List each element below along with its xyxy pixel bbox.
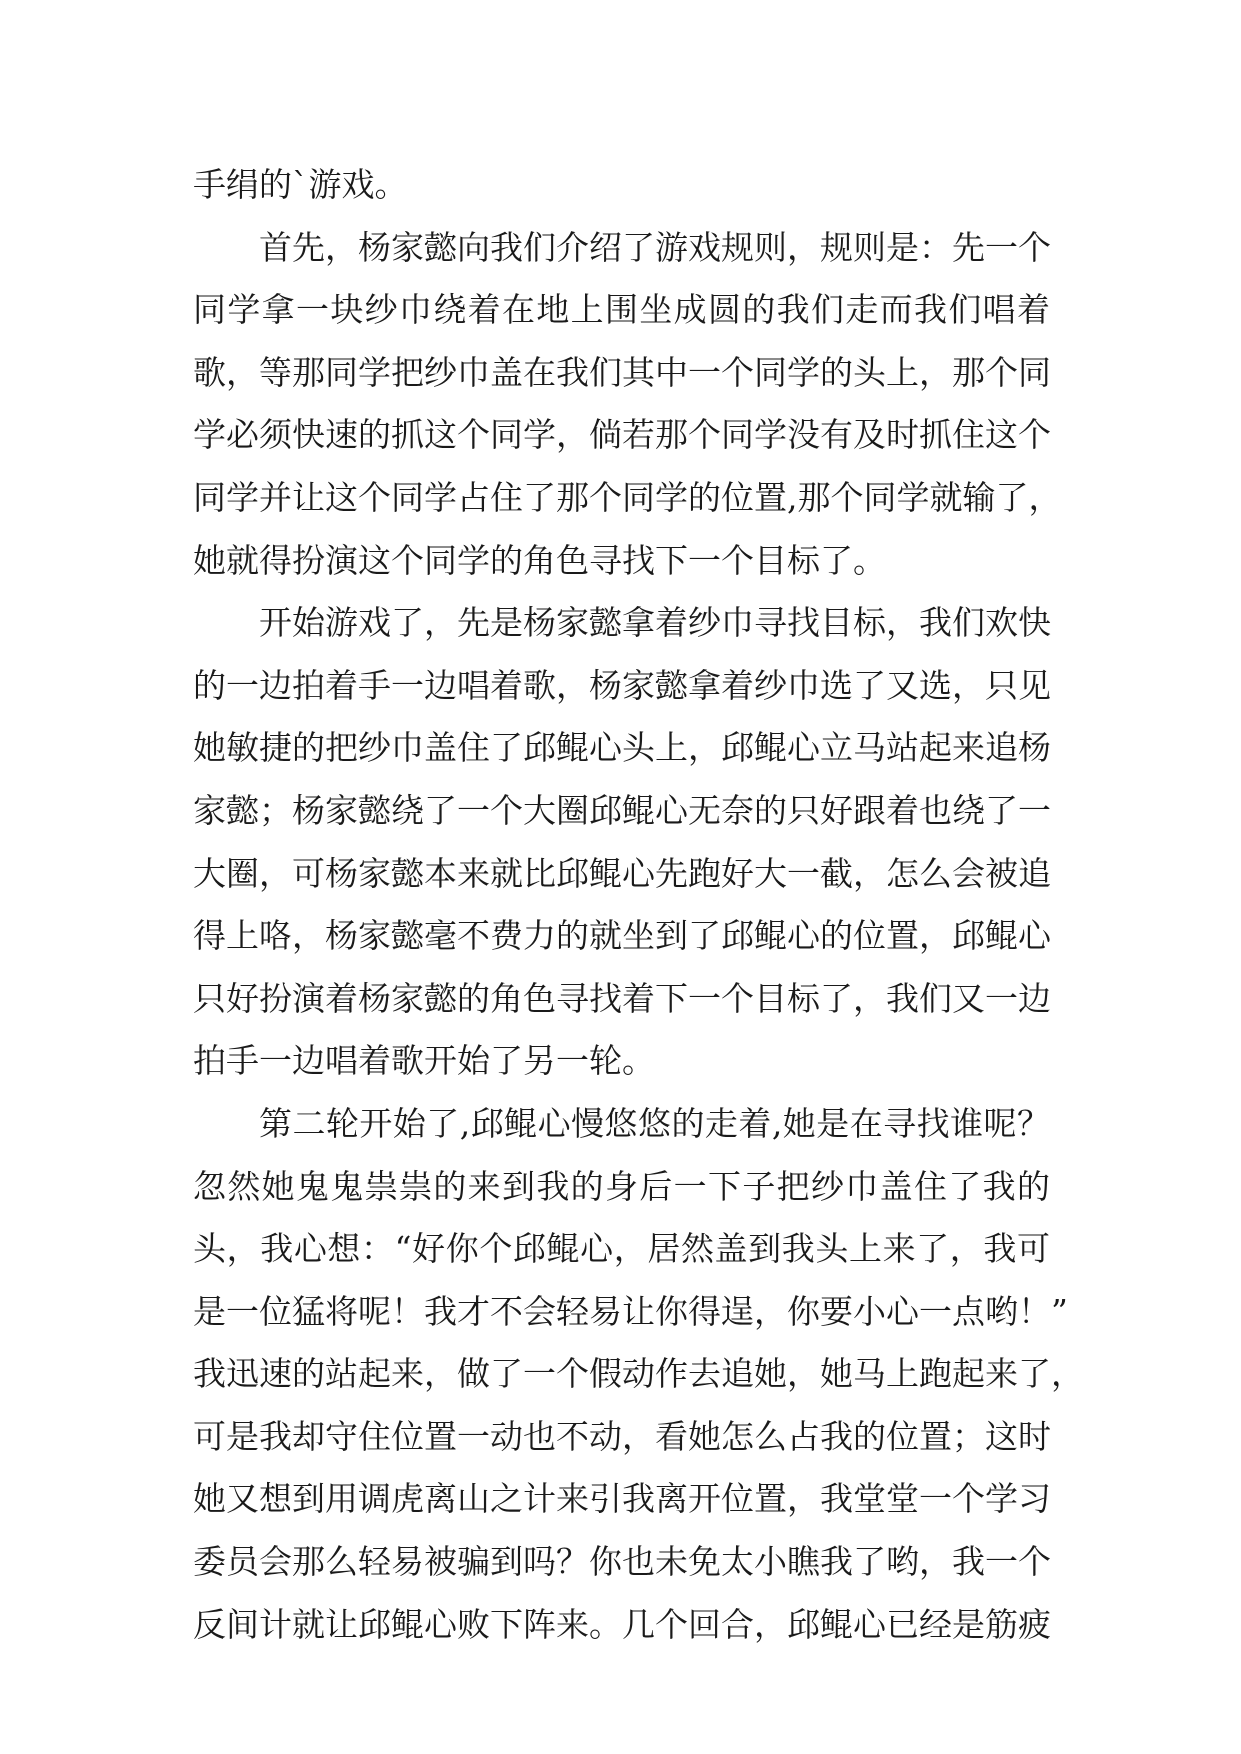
text-line: 头，我心想：“好你个邱鲲心，居然盖到我头上来了，我可: [193, 1229, 1050, 1269]
text-line: 大圈，可杨家懿本来就比邱鲲心先跑好大一截，怎么会被追: [193, 853, 1051, 893]
text-line: 是一位猛将呢！我才不会轻易让你得逞，你要小心一点哟！”: [193, 1291, 1068, 1331]
text-line: 手绢的`游戏。: [193, 165, 408, 204]
text-line: 可是我却守住位置一动也不动，看她怎么占我的位置；这时: [193, 1416, 1051, 1456]
paragraph-start-line: 第二轮开始了,邱鲲心慢悠悠的走着,她是在寻找谁呢？: [259, 1103, 1050, 1143]
text-line: 她敏捷的把纱巾盖住了邱鲲心头上，邱鲲心立马站起来追杨: [193, 728, 1051, 768]
text-line: 的一边拍着手一边唱着歌，杨家懿拿着纱巾选了又选，只见: [193, 665, 1051, 705]
text-line: 她又想到用调虎离山之计来引我离开位置，我堂堂一个学习: [193, 1479, 1051, 1519]
text-line: 学必须快速的抓这个同学，倘若那个同学没有及时抓住这个: [193, 415, 1051, 455]
text-line: 忽然她鬼鬼祟祟的来到我的身后一下子把纱巾盖住了我的: [193, 1166, 1050, 1206]
body-text: [193, 154, 1084, 1656]
text-line: 同学拿一块纱巾绕着在地上围坐成圆的我们走而我们唱着: [193, 290, 1050, 330]
text-line: 只好扮演着杨家懿的角色寻找着下一个目标了，我们又一边: [193, 978, 1051, 1018]
text-line: 歌，等那同学把纱巾盖在我们其中一个同学的头上，那个同: [193, 352, 1051, 392]
paragraph-start-line: 首先，杨家懿向我们介绍了游戏规则，规则是：先一个: [259, 227, 1051, 267]
text-line: 同学并让这个同学占住了那个同学的位置,那个同学就输了，: [193, 477, 1062, 517]
text-line: 拍手一边唱着歌开始了另一轮。: [193, 1041, 655, 1081]
text-line: 我迅速的站起来，做了一个假动作去追她，她马上跑起来了，: [193, 1354, 1084, 1394]
paragraph-start-line: 开始游戏了，先是杨家懿拿着纱巾寻找目标，我们欢快: [259, 603, 1051, 643]
text-line: 得上咯，杨家懿毫不费力的就坐到了邱鲲心的位置，邱鲲心: [193, 916, 1051, 956]
text-line: 家懿；杨家懿绕了一个大圈邱鲲心无奈的只好跟着也绕了一: [193, 790, 1051, 830]
text-line: 委员会那么轻易被骗到吗？你也未免太小瞧我了哟，我一个: [193, 1542, 1051, 1582]
text-line: 反间计就让邱鲲心败下阵来。几个回合，邱鲲心已经是筋疲: [193, 1604, 1051, 1644]
text-line: 她就得扮演这个同学的角色寻找下一个目标了。: [193, 540, 886, 580]
